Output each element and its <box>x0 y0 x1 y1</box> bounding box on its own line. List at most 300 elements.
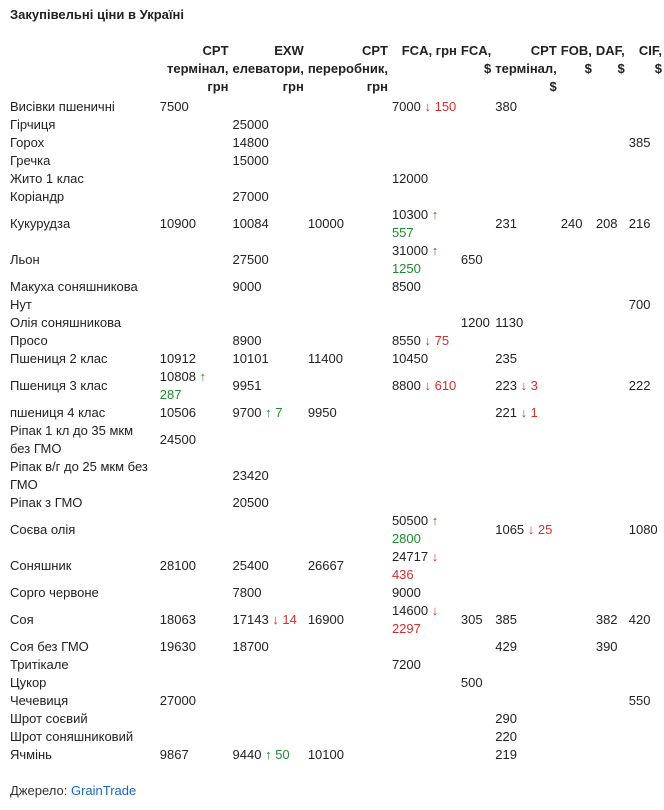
header-col-5: FCA, $ <box>460 43 492 76</box>
table-row <box>8 404 664 422</box>
price-cell <box>493 134 559 152</box>
price-cell <box>306 404 390 422</box>
price-change-down: ↓ 14 <box>272 612 297 627</box>
price-cell <box>158 512 231 548</box>
price-cell <box>231 170 306 188</box>
price-cell <box>594 728 627 746</box>
price-cell <box>306 422 390 458</box>
price-cell <box>158 242 231 278</box>
price-cell <box>459 458 493 494</box>
price-cell <box>493 350 559 368</box>
price-cell <box>306 548 390 584</box>
price-cell <box>493 188 559 206</box>
product-name: Сорго червоне <box>10 585 99 600</box>
price-cell <box>627 296 664 314</box>
price-cell <box>459 548 493 584</box>
price-cell <box>390 170 459 188</box>
price-cell <box>390 98 459 116</box>
price-cell <box>594 188 627 206</box>
price-value: 305 <box>460 612 483 627</box>
source-line <box>10 783 136 798</box>
price-cell <box>493 548 559 584</box>
product-name: Цукор <box>10 675 47 690</box>
price-cell <box>493 332 559 350</box>
price-cell <box>390 692 459 710</box>
price-cell <box>459 638 493 656</box>
price-cell <box>627 422 664 458</box>
price-change-down: ↓ 25 <box>527 522 553 537</box>
table-row <box>8 242 664 278</box>
header-col-3: CPT переробник, грн <box>307 43 388 94</box>
price-cell <box>390 350 459 368</box>
price-value: 231 <box>495 216 517 231</box>
price-cell <box>390 656 459 674</box>
product-name: Ріпак в/г до 25 мкм без ГМО <box>10 459 148 492</box>
price-cell <box>493 494 559 512</box>
price-cell <box>594 170 627 188</box>
price-cell <box>627 278 664 296</box>
price-cell <box>493 278 559 296</box>
price-cell <box>559 602 594 638</box>
price-cell <box>493 296 559 314</box>
price-cell <box>390 512 459 548</box>
product-name: Соя <box>10 612 34 627</box>
price-value: 10450 <box>391 351 429 366</box>
price-cell <box>559 314 594 332</box>
price-cell <box>158 710 231 728</box>
table-row <box>8 602 664 638</box>
price-value: 31000 <box>391 243 429 258</box>
price-value: 8900 <box>232 333 262 348</box>
price-value: 9000 <box>232 279 262 294</box>
header-product <box>8 42 158 98</box>
price-value: 27000 <box>159 693 196 708</box>
price-cell <box>231 188 306 206</box>
price-value: 223 <box>495 378 517 393</box>
price-cell <box>493 170 559 188</box>
header-col-2: EXW елеватори, грн <box>232 43 304 94</box>
price-cell <box>627 170 664 188</box>
price-cell <box>594 278 627 296</box>
price-cell <box>390 116 459 134</box>
product-name: Кукурудза <box>10 216 71 231</box>
price-cell <box>306 368 390 404</box>
price-value: 17143 <box>232 612 269 627</box>
table-row <box>8 656 664 674</box>
price-value: 7000 <box>391 99 421 114</box>
price-value: 208 <box>595 216 618 231</box>
price-cell <box>231 296 306 314</box>
price-cell <box>158 296 231 314</box>
price-cell <box>493 98 559 116</box>
price-value: 10506 <box>159 405 196 420</box>
product-name: Ріпак 1 кл до 35 мкм без ГМО <box>10 423 134 456</box>
price-cell <box>594 674 627 692</box>
price-cell <box>158 728 231 746</box>
price-cell <box>306 602 390 638</box>
price-cell <box>306 710 390 728</box>
price-cell <box>231 422 306 458</box>
price-cell <box>459 368 493 404</box>
price-cell <box>231 548 306 584</box>
price-cell <box>306 134 390 152</box>
price-cell <box>594 746 627 764</box>
price-cell <box>559 638 594 656</box>
price-value: 7500 <box>159 99 189 114</box>
price-value: 222 <box>628 378 651 393</box>
price-cell <box>594 512 627 548</box>
price-cell <box>231 278 306 296</box>
price-cell <box>459 116 493 134</box>
price-cell <box>559 206 594 242</box>
price-cell <box>390 710 459 728</box>
price-value: 10900 <box>159 216 196 231</box>
price-cell <box>594 692 627 710</box>
price-cell <box>559 188 594 206</box>
price-value: 50500 <box>391 513 429 528</box>
price-cell <box>459 692 493 710</box>
prices-table <box>8 42 664 764</box>
price-cell <box>594 296 627 314</box>
price-cell <box>390 404 459 422</box>
price-cell <box>559 746 594 764</box>
product-name: Гречка <box>10 153 51 168</box>
price-cell <box>594 494 627 512</box>
price-cell <box>627 314 664 332</box>
price-cell <box>158 116 231 134</box>
price-value: 10000 <box>307 216 344 231</box>
price-cell <box>559 242 594 278</box>
price-cell <box>158 152 231 170</box>
price-cell <box>627 746 664 764</box>
price-cell <box>158 746 231 764</box>
product-name: Висівки пшеничні <box>10 99 115 114</box>
price-value: 700 <box>628 297 651 312</box>
price-change-up: ↑ 7 <box>265 405 283 420</box>
price-cell <box>158 314 231 332</box>
price-cell <box>493 674 559 692</box>
price-value: 20500 <box>232 495 269 510</box>
price-cell <box>158 458 231 494</box>
price-change-up: ↑ 2800 <box>391 513 439 546</box>
price-cell <box>306 350 390 368</box>
price-cell <box>231 710 306 728</box>
price-cell <box>459 206 493 242</box>
price-cell <box>594 206 627 242</box>
price-value: 18063 <box>159 612 196 627</box>
price-cell <box>390 134 459 152</box>
price-cell <box>231 602 306 638</box>
table-body <box>8 98 664 764</box>
table-row <box>8 296 664 314</box>
price-change-up: ↑ 50 <box>265 747 290 762</box>
price-change-down: ↓ 2297 <box>391 603 439 636</box>
price-cell <box>231 368 306 404</box>
price-cell <box>594 134 627 152</box>
price-cell <box>493 656 559 674</box>
price-cell <box>306 152 390 170</box>
price-cell <box>559 656 594 674</box>
price-cell <box>390 746 459 764</box>
price-cell <box>559 458 594 494</box>
table-row <box>8 350 664 368</box>
table-row <box>8 116 664 134</box>
price-cell <box>493 512 559 548</box>
price-cell <box>627 404 664 422</box>
product-name: Тритікале <box>10 657 69 672</box>
price-value: 235 <box>495 351 517 366</box>
price-cell <box>559 350 594 368</box>
product-name: Чечевиця <box>10 693 69 708</box>
table-row <box>8 278 664 296</box>
price-cell <box>459 296 493 314</box>
table-row <box>8 494 664 512</box>
price-change-down: ↓ 610 <box>424 378 457 393</box>
table-row <box>8 170 664 188</box>
price-value: 27000 <box>232 189 269 204</box>
price-cell <box>627 512 664 548</box>
price-value: 221 <box>495 405 517 420</box>
price-change-up: ↑ 287 <box>159 369 207 402</box>
price-value: 9950 <box>307 405 337 420</box>
price-cell <box>459 674 493 692</box>
table-row <box>8 674 664 692</box>
price-value: 9000 <box>391 585 421 600</box>
price-change-down: ↓ 75 <box>424 333 450 348</box>
table-header-row <box>8 42 664 98</box>
product-name: Ріпак з ГМО <box>10 495 83 510</box>
price-value: 9440 <box>232 747 262 762</box>
product-name: Макуха соняшникова <box>10 279 138 294</box>
price-cell <box>158 332 231 350</box>
price-value: 11400 <box>307 351 343 366</box>
price-cell <box>594 350 627 368</box>
table-row <box>8 458 664 494</box>
product-name: Ячмінь <box>10 747 52 762</box>
price-cell <box>158 656 231 674</box>
price-cell <box>493 242 559 278</box>
price-value: 500 <box>460 675 483 690</box>
price-cell <box>390 242 459 278</box>
price-cell <box>594 710 627 728</box>
price-cell <box>459 98 493 116</box>
price-value: 1130 <box>495 315 524 330</box>
price-cell <box>627 674 664 692</box>
price-cell <box>493 638 559 656</box>
price-cell <box>493 710 559 728</box>
price-value: 1065 <box>495 522 525 537</box>
price-cell <box>390 674 459 692</box>
price-cell <box>390 278 459 296</box>
product-name: Шрот соєвий <box>10 711 88 726</box>
price-cell <box>559 404 594 422</box>
price-cell <box>627 728 664 746</box>
price-cell <box>559 584 594 602</box>
price-cell <box>627 98 664 116</box>
price-cell <box>390 548 459 584</box>
price-cell <box>627 134 664 152</box>
price-value: 16900 <box>307 612 344 627</box>
price-cell <box>627 116 664 134</box>
price-cell <box>459 170 493 188</box>
price-cell <box>594 116 627 134</box>
source-link[interactable]: GrainTrade <box>70 783 137 798</box>
price-cell <box>594 638 627 656</box>
product-name: Соя без ГМО <box>10 639 89 654</box>
price-cell <box>306 314 390 332</box>
price-cell <box>306 458 390 494</box>
price-cell <box>306 494 390 512</box>
price-cell <box>158 422 231 458</box>
product-name: Просо <box>10 333 48 348</box>
price-cell <box>231 242 306 278</box>
product-name: Гірчиця <box>10 117 56 132</box>
price-cell <box>390 314 459 332</box>
price-cell <box>594 98 627 116</box>
price-cell <box>594 422 627 458</box>
price-cell <box>390 296 459 314</box>
price-cell <box>390 638 459 656</box>
price-cell <box>390 602 459 638</box>
price-cell <box>390 458 459 494</box>
price-value: 382 <box>595 612 618 627</box>
price-cell <box>158 638 231 656</box>
price-cell <box>306 512 390 548</box>
price-cell <box>459 314 493 332</box>
price-value: 18700 <box>232 639 269 654</box>
price-value: 385 <box>628 135 651 150</box>
price-cell <box>594 332 627 350</box>
table-row <box>8 692 664 710</box>
price-change-up: ↑ 557 <box>391 207 439 240</box>
price-cell <box>493 152 559 170</box>
price-cell <box>594 152 627 170</box>
price-value: 15000 <box>232 153 269 168</box>
price-value: 10100 <box>307 747 344 762</box>
price-cell <box>493 584 559 602</box>
price-cell <box>459 350 493 368</box>
table-row <box>8 584 664 602</box>
table-row <box>8 152 664 170</box>
header-col-1: CPT термінал, грн <box>166 43 229 94</box>
price-cell <box>493 206 559 242</box>
price-cell <box>158 404 231 422</box>
price-value: 220 <box>495 729 517 744</box>
price-cell <box>390 368 459 404</box>
price-cell <box>459 152 493 170</box>
table-row <box>8 422 664 458</box>
price-cell <box>231 332 306 350</box>
price-cell <box>390 188 459 206</box>
price-cell <box>459 278 493 296</box>
price-cell <box>627 188 664 206</box>
price-cell <box>627 548 664 584</box>
price-cell <box>493 422 559 458</box>
price-cell <box>306 296 390 314</box>
price-cell <box>231 656 306 674</box>
price-cell <box>559 728 594 746</box>
price-cell <box>493 692 559 710</box>
table-row <box>8 314 664 332</box>
price-value: 650 <box>460 252 483 267</box>
price-cell <box>559 134 594 152</box>
price-cell <box>559 278 594 296</box>
price-value: 290 <box>495 711 517 726</box>
price-cell <box>231 206 306 242</box>
table-row <box>8 512 664 548</box>
header-col-8: DAF, $ <box>595 43 625 76</box>
price-cell <box>158 278 231 296</box>
price-value: 19630 <box>159 639 196 654</box>
price-change-down: ↓ 3 <box>520 378 538 393</box>
price-value: 26667 <box>307 558 344 573</box>
page-title: Закупівельні ціни в Україні <box>10 7 185 22</box>
price-cell <box>627 584 664 602</box>
price-value: 7200 <box>391 657 421 672</box>
price-cell <box>306 170 390 188</box>
price-change-down: ↓ 436 <box>391 549 439 582</box>
price-cell <box>559 152 594 170</box>
price-value: 9951 <box>232 378 262 393</box>
price-cell <box>158 134 231 152</box>
price-value: 420 <box>628 612 651 627</box>
product-name: пшениця 4 клас <box>10 405 106 420</box>
price-cell <box>390 152 459 170</box>
table-row <box>8 548 664 584</box>
price-cell <box>306 278 390 296</box>
price-value: 9700 <box>232 405 262 420</box>
price-cell <box>231 314 306 332</box>
table-row <box>8 728 664 746</box>
price-value: 10084 <box>232 216 269 231</box>
product-name: Льон <box>10 252 40 267</box>
price-cell <box>306 242 390 278</box>
price-cell <box>559 170 594 188</box>
price-cell <box>627 692 664 710</box>
table-row <box>8 206 664 242</box>
product-name: Пшениця 2 клас <box>10 351 108 366</box>
price-cell <box>306 206 390 242</box>
price-value: 28100 <box>159 558 196 573</box>
price-cell <box>459 242 493 278</box>
price-cell <box>594 458 627 494</box>
price-cell <box>158 674 231 692</box>
price-value: 8500 <box>391 279 421 294</box>
price-cell <box>627 332 664 350</box>
price-cell <box>459 584 493 602</box>
price-value: 24500 <box>159 432 196 447</box>
price-cell <box>559 98 594 116</box>
price-cell <box>306 746 390 764</box>
product-name: Горох <box>10 135 45 150</box>
price-cell <box>493 458 559 494</box>
price-cell <box>559 296 594 314</box>
price-cell <box>559 368 594 404</box>
price-cell <box>231 494 306 512</box>
price-cell <box>231 584 306 602</box>
price-value: 14600 <box>391 603 429 618</box>
price-cell <box>627 350 664 368</box>
price-cell <box>559 710 594 728</box>
price-cell <box>594 242 627 278</box>
price-cell <box>627 368 664 404</box>
price-value: 1080 <box>628 522 658 537</box>
price-value: 390 <box>595 639 618 654</box>
price-value: 8800 <box>391 378 421 393</box>
price-cell <box>493 116 559 134</box>
price-value: 1200 <box>460 315 490 330</box>
price-cell <box>390 422 459 458</box>
